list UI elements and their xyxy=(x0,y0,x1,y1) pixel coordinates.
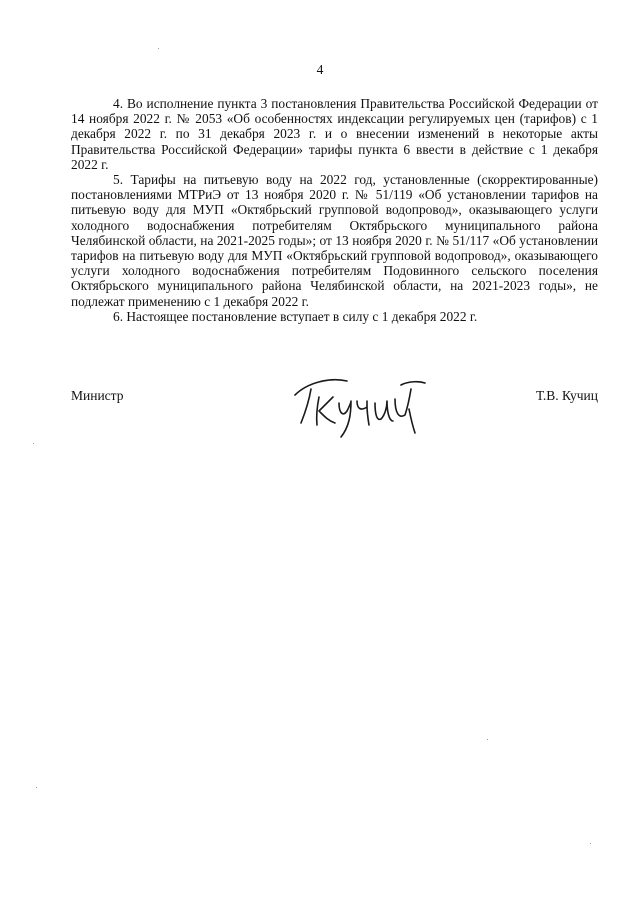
scan-speck xyxy=(590,843,591,844)
scan-speck xyxy=(33,443,34,444)
scan-speck xyxy=(487,739,488,740)
handwritten-signature xyxy=(289,375,429,443)
paragraph-4: 4. Во исполнение пункта 3 постановления Правительства Российской Федерации от 14 ноября 2022 г. № 2053 «Об особенностях индексации регулируемых цен (тарифов) с 1 декабря 2022 г. по 31 декабря 2023 г. и о внесении изменений в некоторые акты Правительства Российской Федерации» тарифы пункта 6 ввести в действие с 1 декабря 2022 г. xyxy=(71,96,598,172)
scan-speck xyxy=(158,48,159,49)
paragraph-5: 5. Тарифы на питьевую воду на 2022 год, установленные (скорректированные) постановлениями МТРиЭ от 13 ноября 2020 г. № 51/119 «Об установлении тарифов на питьевую воду для МУП «Октябрьский групповой водопровод», оказывающего услуги холодного водоснабжения потребителям Октябрьского муниципального района Челябинской области, на 2021-2025 годы»; от 13 ноября 2020 г. № 51/117 «Об установлении тарифов на питьевую воду для МУП «Октябрьский групповой водопровод», оказывающего услуги холодного водоснабжения потребителям Подовинного сельского поселения Октябрьского муниципального района Челябинской области, на 2021-2023 годы», не подлежат применению с 1 декабря 2022 г. xyxy=(71,172,598,309)
signer-position: Министр xyxy=(71,388,124,403)
signer-name: Т.В. Кучиц xyxy=(535,388,598,403)
paragraph-6: 6. Настоящее постановление вступает в силу с 1 декабря 2022 г. xyxy=(113,308,478,324)
document-body xyxy=(71,96,598,324)
scan-speck xyxy=(36,787,37,788)
page-number: 4 xyxy=(316,62,324,77)
signature-block xyxy=(71,385,598,445)
